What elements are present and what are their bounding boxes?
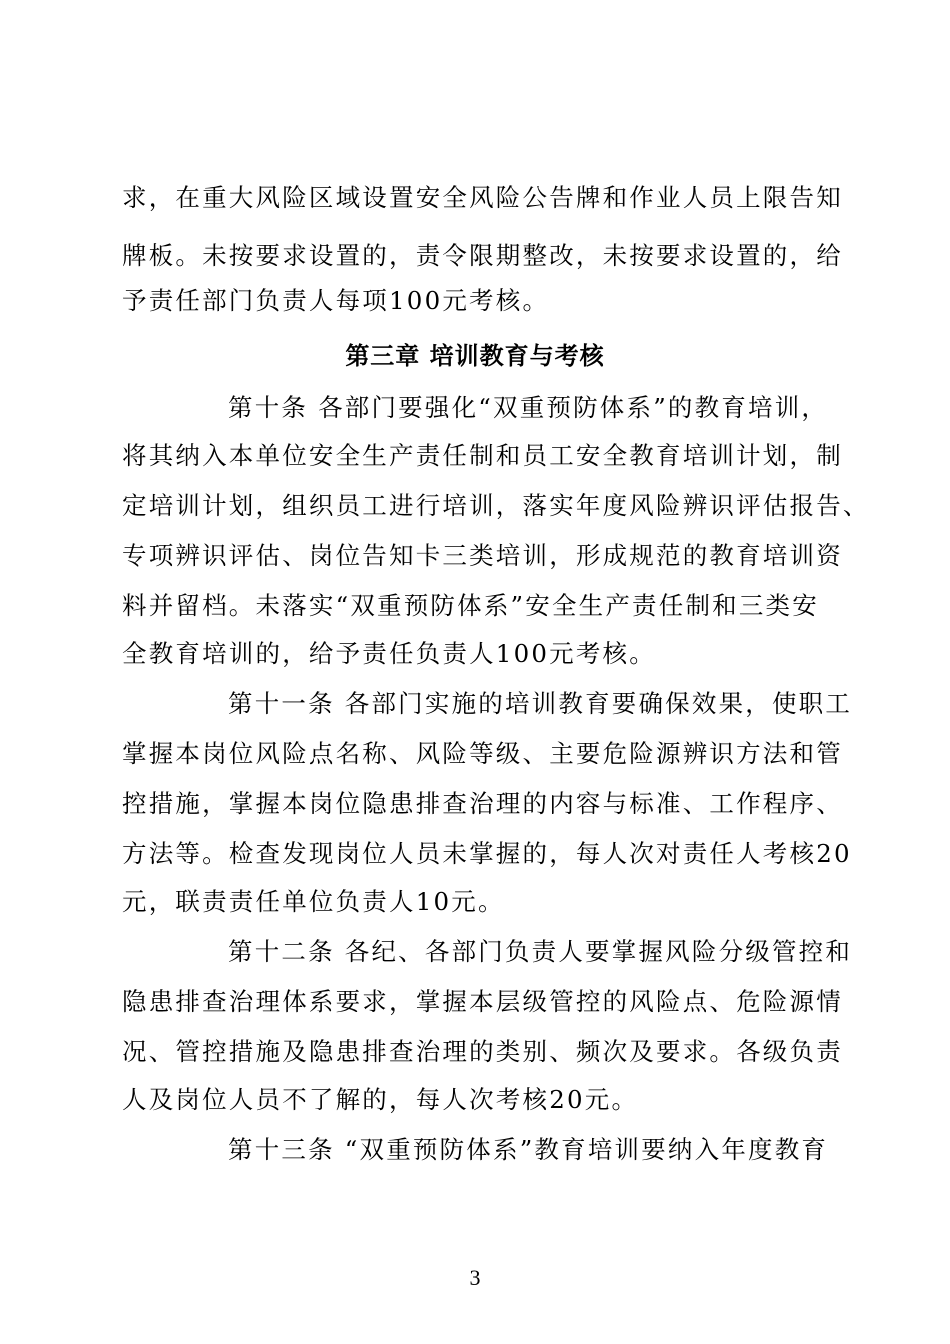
article-10-line-1: 第十条 各部门要强化“双重预防体系”的教育培训， (228, 393, 829, 422)
article-11-line-4: 方法等。检查发现岗位人员未掌握的，每人次对责任人考核20 (122, 839, 852, 868)
article-11-line-5: 元，联责责任单位负责人10元。 (122, 887, 505, 916)
intro-line-2: 牌板。未按要求设置的，责令限期整改，未按要求设置的，给 (122, 241, 843, 270)
intro-line-3: 予责任部门负责人每项100元考核。 (122, 286, 550, 315)
article-10-line-2: 将其纳入本单位安全生产责任制和员工安全教育培训计划，制 (122, 441, 843, 470)
article-11-line-2: 掌握本岗位风险点名称、风险等级、主要危险源辨识方法和管 (122, 739, 843, 768)
article-10-line-4: 专项辨识评估、岗位告知卡三类培训，形成规范的教育培训资 (122, 541, 843, 570)
article-12-line-2: 隐患排查治理体系要求，掌握本层级管控的风险点、危险源情 (122, 987, 843, 1016)
article-10-line-3: 定培训计划，组织员工进行培训，落实年度风险辨识评估报告、 (122, 491, 870, 520)
article-12-line-1: 第十二条 各纪、各部门负责人要掌握风险分级管控和 (228, 937, 853, 966)
article-12-line-4: 人及岗位人员不了解的，每人次考核20元。 (122, 1085, 639, 1114)
article-11-line-1: 第十一条 各部门实施的培训教育要确保效果，使职工 (228, 689, 853, 718)
intro-line-1: 求，在重大风险区域设置安全风险公告牌和作业人员上限告知 (122, 183, 843, 212)
chapter-heading: 第三章 培训教育与考核 (345, 342, 605, 370)
page-number: 3 (469, 1265, 481, 1290)
article-10-line-5: 料并留档。未落实“双重预防体系”安全生产责任制和三类安 (122, 591, 819, 620)
article-11-line-3: 控措施，掌握本岗位隐患排查治理的内容与标准、工作程序、 (122, 789, 843, 818)
article-10-line-6: 全教育培训的，给予责任负责人100元考核。 (122, 639, 656, 668)
article-13-line-1: 第十三条 “双重预防体系”教育培训要纳入年度教育 (228, 1135, 829, 1164)
article-12-line-3: 况、管控措施及隐患排查治理的类别、频次及要求。各级负责 (122, 1037, 843, 1066)
